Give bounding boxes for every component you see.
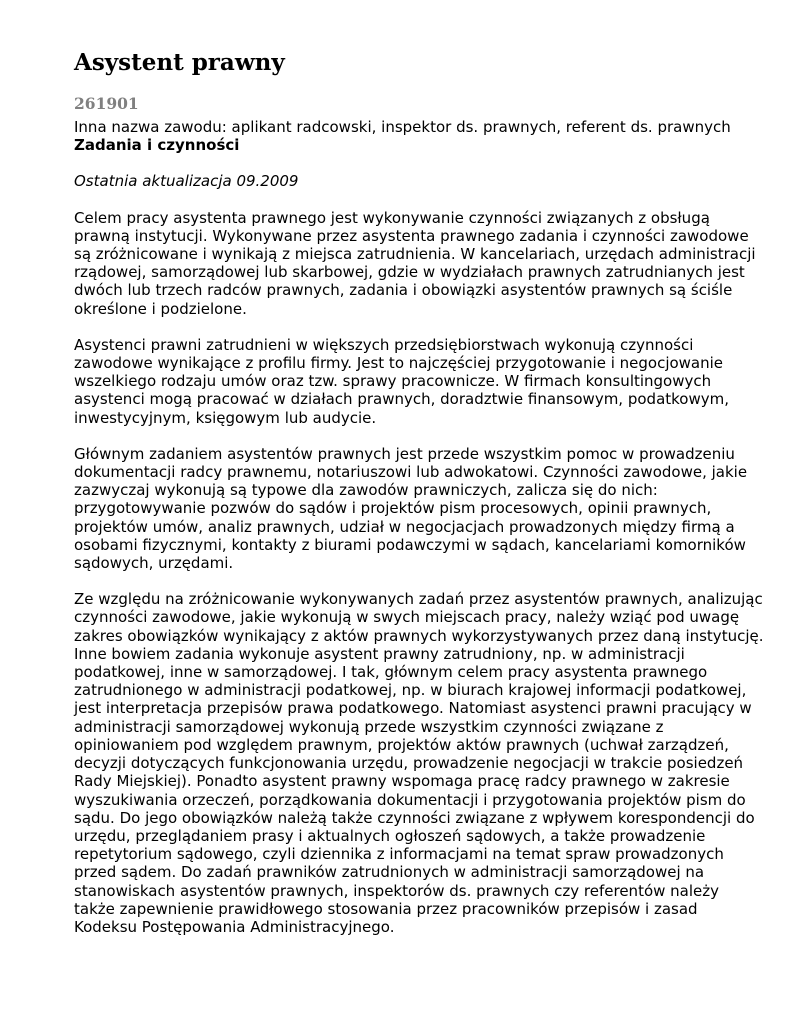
page-title: Asystent prawny	[74, 49, 285, 76]
paragraph-3: Głównym zadaniem asystentów prawnych jest przede wszystkim pomoc w prowadzeniu dokumentacji radcy prawnemu, notariuszowi lub adwokatowi. Czynności zawodowe, jakie zazwyczaj wykonują są typowe dla zawodów prawniczych, zalicza się do nich: przygotowywanie pozwów do sądów i projektów pism procesowych, opinii prawnych, projektów umów, analiz prawnych, udział w negocjacjach prowadzonych między firmą a osobami fizycznymi, kontakty z biurami podawczymi w sądach, kancelariami komorników sądowych, urzędami.	[74, 444, 748, 573]
occupation-code: 261901	[74, 94, 139, 113]
paragraph-1: Celem pracy asystenta prawnego jest wykonywanie czynności związanych z obsługą prawną instytucji. Wykonywane przez asystenta prawnego zadania i czynności zawodowe są zróżnicowane i wynikają z miejsca zatrudnienia. W kancelariach, urzędach administracji rządowej, samorządowej lub skarbowej, gdzie w wydziałach prawnych zatrudnianych jest dwóch lub trzech radców prawnych, zadania i obowiązki asystentów prawnych są ściśle określone i podzielone.	[74, 208, 756, 318]
alternative-names: Inna nazwa zawodu: aplikant radcowski, inspektor ds. prawnych, referent ds. prawnych	[74, 118, 731, 136]
paragraph-2: Asystenci prawni zatrudnieni w większych przedsiębiorstwach wykonują czynności zawodowe wynikające z profilu firmy. Jest to najczęściej przygotowanie i negocjowanie wszelkiego rodzaju umów oraz tzw. sprawy pracownicze. W firmach konsultingowych asystenci mogą pracować w działach prawnych, doradztwie finansowym, podatkowym, inwestycyjnym, księgowym lub audycie.	[74, 335, 729, 427]
paragraph-4: Ze względu na zróżnicowanie wykonywanych zadań przez asystentów prawnych, analizując czynności zawodowe, jakie wykonują w swych miejscach pracy, należy wziąć pod uwagę zakres obowiązków wynikający z aktów prawnych wykorzystywanych przez daną instytucję. Inne bowiem zadania wykonuje asystent prawny zatrudniony, np. w administracji podatkowej, inne w samorządowej. I tak, głównym celem pracy asystenta prawnego zatrudnionego w administracji podatkowej, np. w biurach krajowej informacji podatkowej, jest interpretacja przepisów prawa podatkowego. Natomiast asystenci prawni pracujący w administracji samorządowej wykonują przede wszystkim czynności związane z opiniowaniem pod względem prawnym, projektów aktów prawnych (uchwał zarządzeń, decyzji dotyczących funkcjonowania urzędu, prowadzenie negocjacji w trakcie posiedzeń Rady Miejskiej). Ponadto asystent prawny wspomaga pracę radcy prawnego w zakresie wyszukiwania orzeczeń, porządkowania dokumentacji i przygotowania projektów pism do sądu. Do jego obowiązków należą także czynności związane z wpływem korespondencji do urzędu, przeglądaniem prasy i aktualnych ogłoszeń sądowych, a także prowadzenie repetytorium sądowego, czyli dziennika z informacjami na temat spraw prowadzonych przed sądem. Do zadań prawników zatrudnionych w administracji samorządowej na stanowiskach asystentów prawnych, inspektorów ds. prawnych czy referentów należy także zapewnienie prawidłowego stosowania przez pracowników przepisów i zasad Kodeksu Postępowania Administracyjnego.	[74, 590, 764, 936]
section-heading: Zadania i czynności	[74, 136, 240, 155]
document-page	[74, 48, 764, 954]
last-updated: Ostatnia aktualizacja 09.2009	[74, 172, 299, 191]
